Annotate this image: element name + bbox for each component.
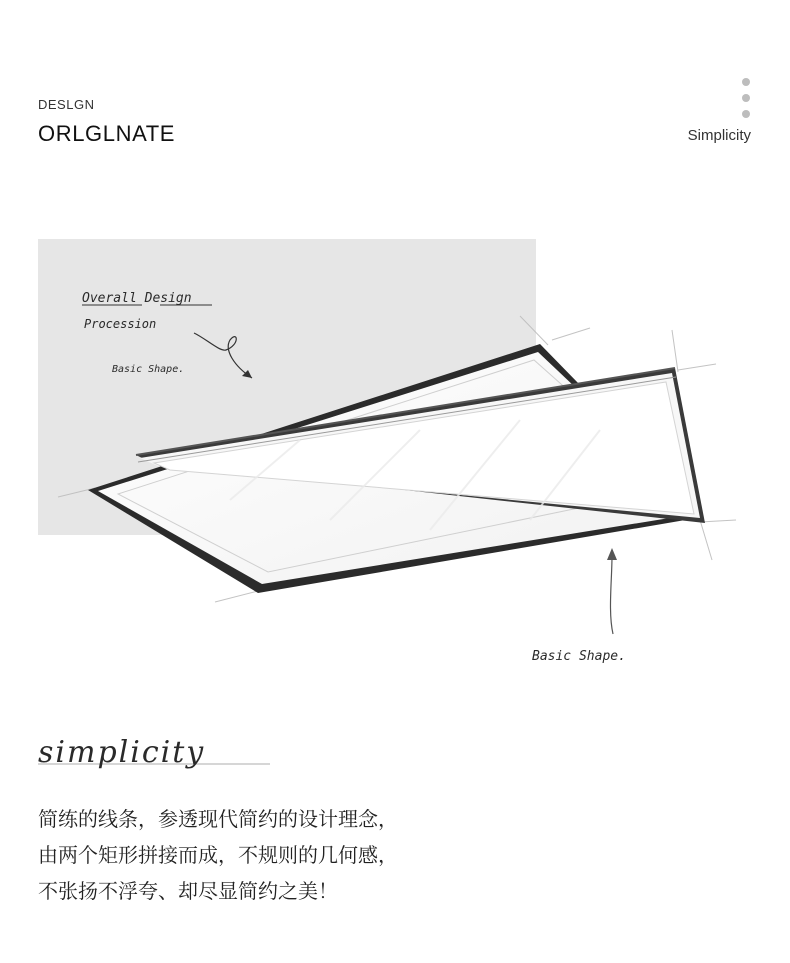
sketch-note-line2: Procession — [84, 317, 157, 331]
sketch-arrow-head-bottom — [607, 548, 617, 560]
description-line: 简练的线条，参透现代简约的设计理念， — [38, 809, 398, 831]
tagline: Simplicity — [687, 127, 751, 144]
sketch-note-basic-shape-bottom: Basic Shape. — [532, 649, 626, 664]
description-line: 由两个矩形拼接而成，不规则的几何感， — [38, 845, 398, 867]
page-title: ORLGLNATE — [38, 121, 176, 146]
sketch-arrow-top — [194, 333, 252, 378]
sketch-note-line1: Overall Design — [82, 291, 192, 306]
header-eyebrow: DESLGN — [38, 97, 95, 112]
sketch-arrow-bottom — [610, 556, 613, 634]
description-line: 不张扬不浮夸、却尽显简约之美！ — [38, 881, 338, 903]
description-text — [38, 802, 398, 910]
sketch-note-basic-shape-top: Basic Shape. — [112, 364, 185, 375]
script-heading-text: simplicity — [38, 735, 206, 770]
script-heading — [38, 728, 278, 778]
